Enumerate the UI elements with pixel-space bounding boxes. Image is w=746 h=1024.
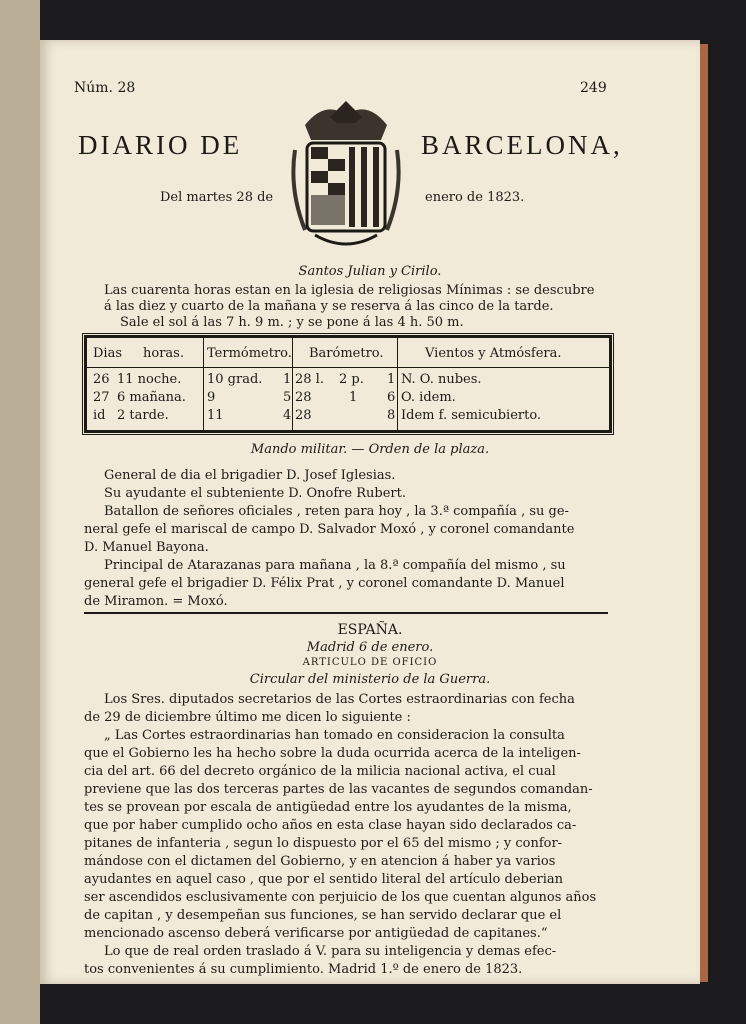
cell-bar-frac: 6	[387, 390, 396, 405]
notice-line: Las cuarenta horas estan en la iglesia de religiosas Mínimas : se descubre	[104, 283, 595, 298]
cell-wind: O. idem.	[401, 390, 456, 405]
body-line: tes se provean por escala de antigüedad entre los ayudantes de la misma,	[84, 800, 572, 815]
body-line: de 29 de diciembre último me dicen lo siguiente :	[84, 710, 411, 725]
body-line: que el Gobierno les ha hecho sobre la duda ocurrida acerca de la inteligen-	[84, 746, 581, 761]
cell-temp: 10 grad.	[207, 372, 263, 387]
cell-day: id	[93, 408, 106, 423]
body-line: mándose con el dictamen del Gobierno, y en atencion á haber ya varios	[84, 854, 556, 869]
cell-bar-frac: 1	[387, 372, 396, 387]
body-line: de capitan , y desempeñan sus funciones, se han servido declarar que el	[84, 908, 562, 923]
newspaper-page	[40, 40, 700, 984]
background-left-page	[0, 0, 40, 1024]
header-termometro: Termómetro.	[207, 346, 292, 361]
cell-wind: Idem f. semicubierto.	[401, 408, 542, 423]
cell-bar-frac: 8	[387, 408, 396, 423]
cell-bar-p: 2 p.	[339, 372, 364, 387]
saints-of-the-day: Santos Julian y Cirilo.	[298, 264, 442, 279]
military-line: D. Manuel Bayona.	[84, 540, 209, 555]
weather-table	[84, 335, 612, 433]
body-line: previene que las dos terceras partes de las vacantes de segundos comandan-	[84, 782, 593, 797]
section-heading-spain: ESPAÑA.	[337, 622, 403, 638]
cell-day: 27	[93, 390, 110, 405]
circular-title: Circular del ministerio de la Guerra.	[249, 672, 491, 687]
masthead-title-left: DIARIO DE	[78, 130, 243, 160]
article-kind: ARTICULO DE OFICIO	[302, 657, 438, 668]
cell-temp-frac: 4	[283, 408, 292, 423]
cell-wind: N. O. nubes.	[401, 372, 482, 387]
cell-bar-l: 28	[295, 408, 312, 423]
cell-hour: 6 mañana.	[117, 390, 186, 405]
military-line: Principal de Atarazanas para mañana , la 8.ª compañía del mismo , su	[104, 558, 566, 573]
body-line: que por haber cumplido ocho años en esta clase hayan sido declarados ca-	[84, 818, 577, 833]
date-left: Del martes 28 de	[160, 190, 274, 205]
body-line: pitanes de infanteria , segun lo dispuesto por el 65 del mismo ; y confor-	[84, 836, 563, 851]
cell-bar-p: 1	[349, 390, 358, 405]
military-line: Su ayudante el subteniente D. Onofre Rubert.	[104, 486, 406, 501]
cell-day: 26	[93, 372, 110, 387]
sunrise-line: Sale el sol á las 7 h. 9 m. ; y se pone á las 4 h. 50 m.	[120, 315, 464, 330]
header-dias: Dias	[93, 346, 123, 361]
header-horas: horas.	[143, 346, 184, 361]
body-line: mencionado ascenso deberá verificarse por antigüedad de capitanes.“	[84, 926, 548, 941]
military-heading: Mando militar. — Orden de la plaza.	[250, 442, 490, 457]
cell-bar-l: 28 l.	[295, 372, 324, 387]
coat-of-arms-icon	[285, 95, 407, 255]
cell-hour: 11 noche.	[117, 372, 182, 387]
body-line: Lo que de real orden traslado á V. para su inteligencia y demas efec-	[104, 944, 557, 959]
header-vientos: Vientos y Atmósfera.	[425, 346, 562, 361]
header-barometro: Barómetro.	[309, 346, 384, 361]
issue-number: Núm. 28	[74, 80, 136, 96]
cell-temp-frac: 1	[283, 372, 292, 387]
military-line: de Miramon. = Moxó.	[84, 594, 228, 609]
military-line: general gefe el brigadier D. Félix Prat , y coronel comandante D. Manuel	[84, 576, 565, 591]
cell-temp: 9	[207, 390, 216, 405]
body-line: cia del art. 66 del decreto orgánico de la milicia nacional activa, el cual	[84, 764, 556, 779]
body-line: Los Sres. diputados secretarios de las Cortes estraordinarias con fecha	[104, 692, 575, 707]
page-number: 249	[580, 80, 607, 96]
body-line: ayudantes en aquel caso , que por el sentido literal del artículo deberian	[84, 872, 564, 887]
cell-hour: 2 tarde.	[117, 408, 169, 423]
date-right: enero de 1823.	[425, 190, 525, 205]
masthead-title-right: BARCELONA,	[421, 130, 623, 160]
cell-bar-l: 28	[295, 390, 312, 405]
dateline: Madrid 6 de enero.	[306, 640, 434, 655]
body-line: ser ascendidos esclusivamente con perjuicio de los que cuentan algunos años	[84, 890, 597, 905]
page-edge	[700, 44, 708, 982]
military-line: Batallon de señores oficiales , reten para hoy , la 3.ª compañía , su ge-	[104, 504, 569, 519]
notice-line: á las diez y cuarto de la mañana y se reserva á las cinco de la tarde.	[104, 299, 554, 314]
body-line: „ Las Cortes estraordinarias han tomado en consideracion la consulta	[104, 728, 565, 743]
cell-temp-frac: 5	[283, 390, 292, 405]
cell-temp: 11	[207, 408, 224, 423]
section-divider	[84, 612, 608, 614]
military-line: neral gefe el mariscal de campo D. Salvador Moxó , y coronel comandante	[84, 522, 575, 537]
body-line: tos convenientes á su cumplimiento. Madrid 1.º de enero de 1823.	[84, 962, 523, 977]
military-line: General de dia el brigadier D. Josef Iglesias.	[104, 468, 396, 483]
